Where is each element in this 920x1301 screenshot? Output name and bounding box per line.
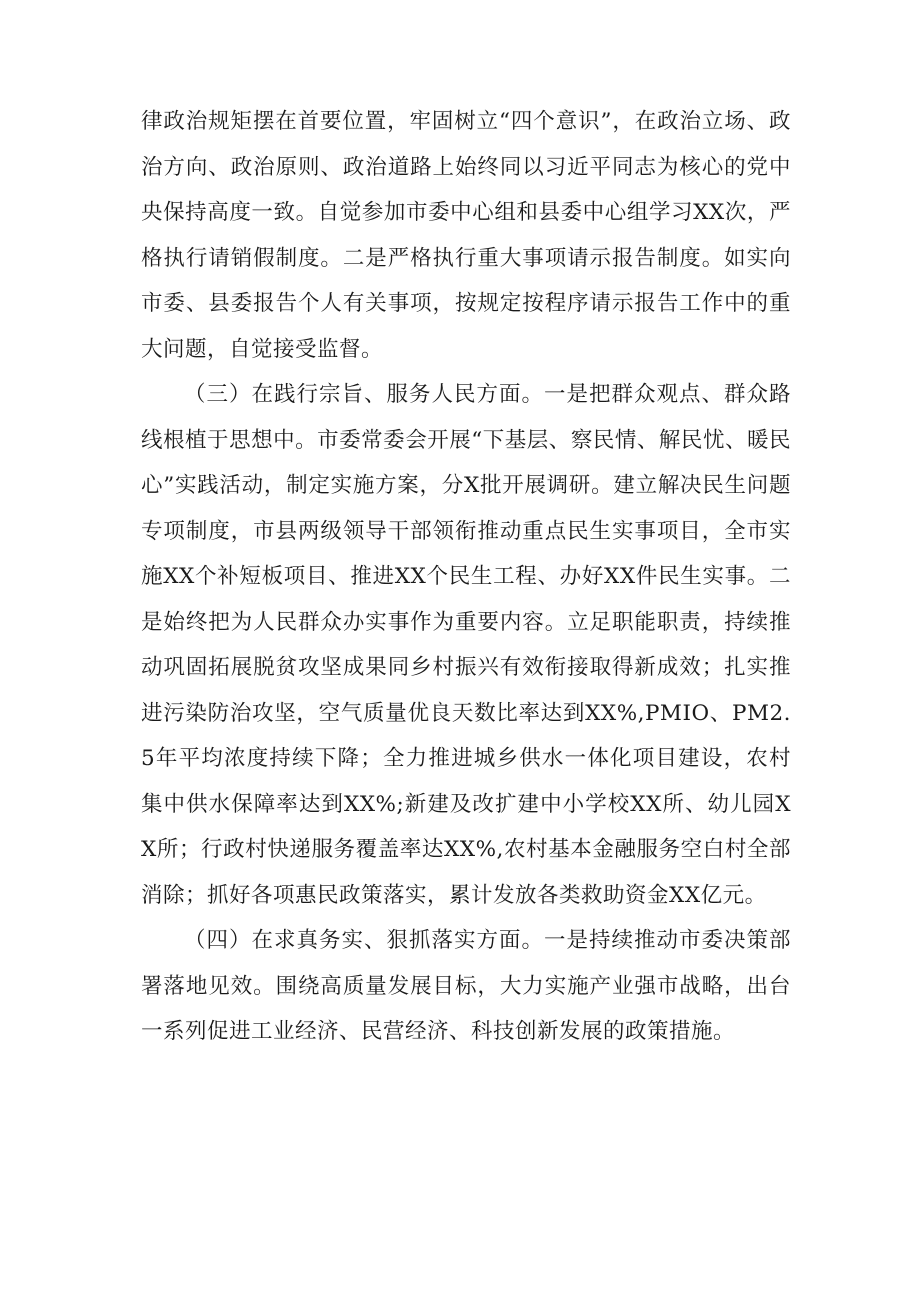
text-line: 众路线根植于思想中。市委常委会开展“下基层、察民情、解民	[141, 382, 791, 453]
text-line: 学校XX所、幼儿园XX所；行政村快递服务覆盖率达XX%,农村基本	[141, 791, 792, 862]
text-line: 到XX%,PMIO、PM2.5年平均浓度持续下降；全力推进城乡供水一	[141, 700, 791, 771]
text-line: 体化项目建设，农村集中供水保障率达到XX%;新建及改扩建中小	[141, 746, 791, 817]
text-line: 忧、暖民心”实践活动，制定实施方案，分X批开展调研。建立	[141, 427, 791, 498]
text-line: 类救助资金XX亿元。	[559, 882, 767, 908]
text-line: 如实向市委、县委报告个人有关事项，按规定按程序请示报告工	[141, 245, 791, 316]
text-line: 出台一系列促进工业经济、民营经济、科技创新发展的政策措施。	[141, 973, 791, 1044]
text-line: 职能职责，持续推动巩固拓展脱贫攻坚成果同乡村振兴有效衔接	[141, 609, 791, 680]
text-line: 金融服务空白村全部消除；抓好各项惠民政策落实，累计发放各	[141, 837, 791, 908]
text-line: 取得新成效；扎实推进污染防治攻坚，空气质量优良天数比率达	[141, 655, 791, 726]
text-line: （四）在求真务实、狠抓落实方面。一是持续推动市委决	[184, 928, 747, 953]
text-line: 党中央保持高度一致。自觉参加市委中心组和县委中心组学习XX	[141, 154, 791, 225]
text-line: 政治方向、政治原则、政治道路上始终同以习近平同志为核心的	[141, 109, 791, 180]
paragraph-2	[141, 372, 791, 918]
text-line: 解决民生问题专项制度，市县两级领导干部领衔推动重点民生实	[141, 473, 791, 544]
text-line: 件民生实事。二是始终把为人民群众办实事作为重要内容。立足	[141, 564, 791, 635]
text-line: （三）在践行宗旨、服务人民方面。一是把群众观点、群	[184, 382, 747, 407]
text-line: 次，严格执行请销假制度。二是严格执行重大事项请示报告制度。	[141, 200, 791, 271]
document-body	[141, 99, 791, 1055]
text-line: 策部署落地见效。围绕高质量发展目标，大力实施产业强市战略，	[141, 928, 791, 999]
paragraph-3	[141, 918, 791, 1055]
text-line: 事项目，全市实施XX个补短板项目、推进XX个民生工程、办好XX	[141, 518, 791, 589]
text-line: 作中的重大问题，自觉接受监督。	[141, 291, 791, 362]
text-line: 律政治规矩摆在首要位置，牢固树立“四个意识”，在政治立场、	[141, 109, 769, 134]
paragraph-1	[141, 99, 791, 372]
